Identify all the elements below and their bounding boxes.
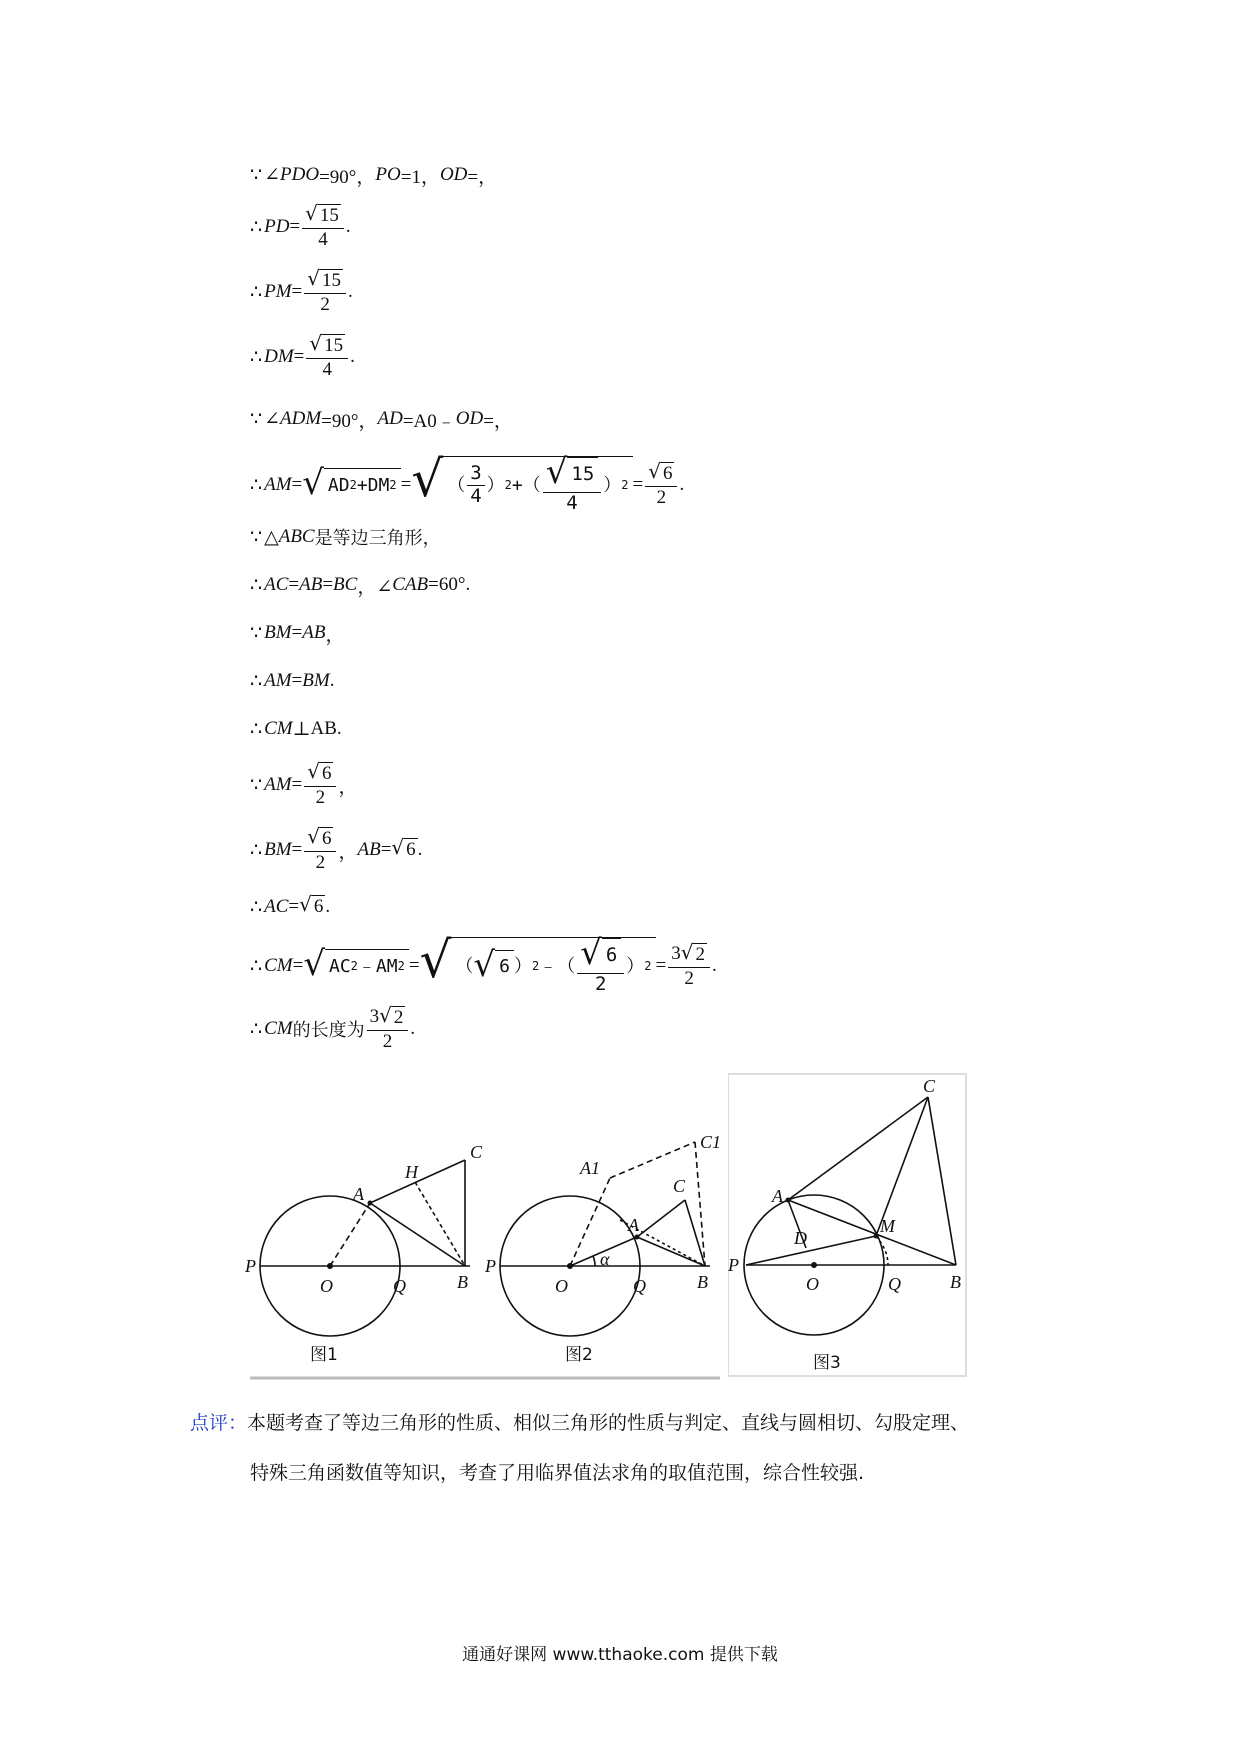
- radical-expression: √ （ √ 6 ） 2 ﹣（ √ 6 2 ） 2: [420, 937, 656, 995]
- svg-text:P: P: [245, 1256, 256, 1276]
- svg-text:Q: Q: [633, 1276, 646, 1296]
- because-symbol: ∵: [250, 774, 263, 796]
- svg-text:A1: A1: [580, 1158, 600, 1178]
- fig2-line-ab: [637, 1237, 705, 1266]
- proof-line-7: ∵ △ ABC 是等边三角形，: [250, 526, 441, 549]
- proof-line-5: ∵ ∠ ADM =90°， AD =A0﹣ OD =，: [250, 408, 513, 432]
- fig3-line-ab: [788, 1200, 956, 1265]
- comment-text-2: 特殊三角函数值等知识，考查了用临界值法求角的取值范围，综合性较强.: [250, 1462, 865, 1484]
- fig1-line-ab: [370, 1203, 465, 1266]
- svg-text:A: A: [353, 1184, 364, 1204]
- figure-3: [728, 1072, 968, 1378]
- radical-expression: √ （ $\frac{3}{4}$ ） 2 +（ √ 15 4 ） 2: [411, 456, 632, 514]
- proof-line-8: ∴ AC = AB = BC ，∠ CAB =60°.: [250, 574, 471, 598]
- svg-text:C1: C1: [700, 1132, 722, 1152]
- fraction: 3 √ 2 2: [668, 943, 710, 990]
- proof-line-9: ∵ BM = AB ，: [250, 622, 345, 646]
- fig3-line-cb: [928, 1097, 956, 1265]
- because-symbol: ∵: [250, 622, 263, 644]
- proof-line-14: ∴ AC = √ 6 .: [250, 892, 331, 918]
- svg-text:B: B: [697, 1272, 708, 1292]
- therefore-symbol: ∴: [250, 670, 263, 692]
- fraction: √ 6 2: [304, 827, 336, 874]
- svg-text:A: A: [628, 1215, 639, 1235]
- fig3-line-ac: [788, 1097, 928, 1200]
- because-symbol: ∵: [250, 526, 263, 548]
- svg-text:H: H: [405, 1162, 418, 1182]
- fraction: √ 15 4: [302, 204, 344, 251]
- proof-line-10: ∴ AM = BM .: [250, 670, 335, 692]
- proof-line-13: ∴ BM = √ 6 2 ， AB = √ 6 .: [250, 823, 423, 874]
- therefore-symbol: ∴: [250, 281, 263, 303]
- fig1-line-oa: [330, 1203, 370, 1266]
- fig1-line-hb: [415, 1182, 465, 1266]
- fraction: √ 15 4: [306, 334, 348, 381]
- svg-text:B: B: [457, 1272, 468, 1292]
- radical-expression: √ AD 2 +DM 2: [302, 468, 400, 502]
- fig3-line-pm: [746, 1236, 876, 1265]
- proof-line-3: ∴ PM = √ 15 2 .: [250, 265, 353, 316]
- proof-line-6: ∴ AM = √ AD 2 +DM 2 = √ （ $\frac{3}{4}$ ） 2 +（ √ 15 4 ） 2 = √ 6 2 .: [250, 450, 685, 515]
- radical-expression: √ AC 2 ﹣AM 2: [303, 949, 409, 983]
- proof-line-2: ∴ PD = √ 15 4 .: [250, 200, 351, 251]
- page-footer: 通通好课网 www.tthaoke.com 提供下载: [462, 1645, 778, 1665]
- svg-text:O: O: [320, 1276, 333, 1296]
- comment-block: [190, 1398, 1090, 1498]
- figure-1: [245, 1120, 485, 1380]
- svg-text:O: O: [806, 1274, 819, 1294]
- svg-text:A: A: [772, 1186, 783, 1206]
- svg-text:P: P: [728, 1255, 739, 1275]
- svg-text:C: C: [673, 1176, 686, 1196]
- fraction: 3 √ 2 2: [367, 1006, 409, 1053]
- fig1-caption: 图1: [310, 1345, 338, 1365]
- fig3-caption: 图3: [813, 1353, 841, 1373]
- therefore-symbol: ∴: [250, 216, 263, 238]
- proof-line-1: ∵ ∠ PDO =90°， PO =1， OD =，: [250, 164, 498, 188]
- svg-text:B: B: [950, 1272, 961, 1292]
- svg-text:M: M: [880, 1216, 895, 1236]
- therefore-symbol: ∴: [250, 574, 263, 596]
- therefore-symbol: ∴: [250, 896, 263, 918]
- fraction: √ 6 2: [645, 462, 677, 509]
- therefore-symbol: ∴: [250, 1018, 263, 1040]
- svg-text:α: α: [600, 1249, 610, 1269]
- fig2-line-a1c1: [610, 1142, 695, 1178]
- therefore-symbol: ∴: [250, 839, 263, 861]
- svg-text:C: C: [923, 1076, 936, 1096]
- fig2-angle-arc: [593, 1256, 595, 1266]
- svg-text:Q: Q: [888, 1274, 901, 1294]
- svg-text:Q: Q: [393, 1276, 406, 1296]
- therefore-symbol: ∴: [250, 346, 263, 368]
- proof-line-16: ∴ CM 的长度为 3 √ 2 2 .: [250, 1002, 416, 1053]
- therefore-symbol: ∴: [250, 955, 263, 977]
- because-symbol: ∵: [250, 164, 263, 186]
- svg-text:O: O: [555, 1276, 568, 1296]
- proof-line-4: ∴ DM = √ 15 4 .: [250, 330, 355, 381]
- fraction: √ 15 2: [304, 269, 346, 316]
- comment-text-1: 本题考查了等边三角形的性质、相似三角形的性质与判定、直线与圆相切、勾股定理、: [247, 1412, 970, 1434]
- therefore-symbol: ∴: [250, 474, 263, 496]
- fig2-line-ac: [637, 1200, 685, 1237]
- comment-label: 点评：: [190, 1412, 248, 1434]
- fig2-caption: 图2: [565, 1345, 593, 1365]
- fraction: √ 6 2: [304, 762, 336, 809]
- figure-2: [485, 1120, 725, 1380]
- svg-text:C: C: [470, 1142, 483, 1162]
- proof-line-15: ∴ CM = √ AC 2 ﹣AM 2 = √ （ √ 6 ） 2 ﹣（ √ 6 2 ） 2 = 3 √ 2 2 .: [250, 931, 717, 996]
- because-symbol: ∵: [250, 408, 263, 430]
- svg-text:D: D: [794, 1228, 807, 1248]
- svg-text:P: P: [485, 1256, 496, 1276]
- proof-line-11: ∴ CM ⊥ AB .: [250, 718, 342, 740]
- therefore-symbol: ∴: [250, 718, 263, 740]
- proof-line-12: ∵ AM = √ 6 2 ，: [250, 758, 358, 809]
